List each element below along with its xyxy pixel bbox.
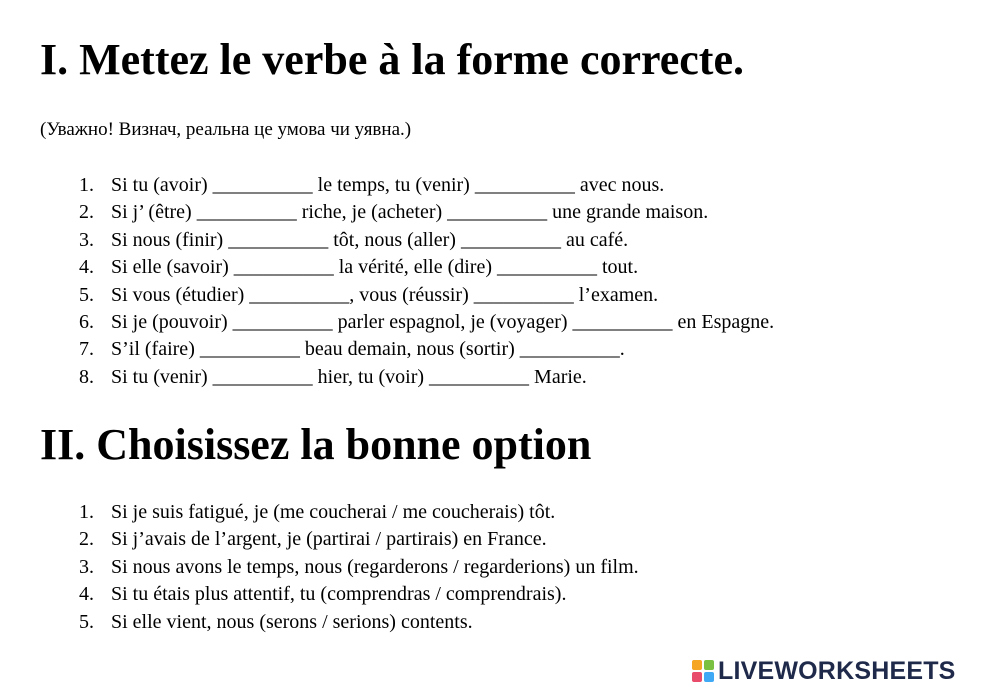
item-number: 3.: [79, 555, 94, 578]
item-text: Si tu (venir) __________ hier, tu (voir) __________ Marie.: [111, 365, 587, 388]
section-1-note: (Уважно! Визнач, реальна це умова чи уявна.): [40, 119, 412, 140]
item-text: S’il (faire) __________ beau demain, nous (sortir) __________.: [111, 338, 625, 361]
item-number: 4.: [79, 256, 94, 279]
item-number: 2.: [79, 528, 94, 551]
item-text: Si nous avons le temps, nous (regarderons / regarderions) un film.: [111, 555, 639, 578]
item-number: 6.: [79, 310, 94, 333]
item-number: 7.: [79, 338, 94, 361]
item-number: 1.: [79, 501, 94, 523]
item-text: Si j’ (être) __________ riche, je (acheter) __________ une grande maison.: [111, 201, 709, 224]
item-text: Si tu étais plus attentif, tu (comprendras / comprendrais).: [111, 583, 567, 606]
item-text: Si je suis fatigué, je (me coucherai / me coucherais) tôt.: [111, 501, 556, 523]
item-text: Si nous (finir) __________ tôt, nous (aller) __________ au café.: [111, 228, 629, 251]
item-number: 1.: [79, 174, 94, 196]
item-text: Si tu (avoir) __________ le temps, tu (venir) __________ avec nous.: [111, 174, 665, 196]
liveworksheets-logo-icon: [692, 660, 714, 682]
item-text: Si je (pouvoir) __________ parler espagnol, je (voyager) __________ en Espagne.: [111, 310, 775, 333]
liveworksheets-logo: [692, 656, 956, 686]
logo-tile-3: [692, 672, 702, 682]
item-text: Si j’avais de l’argent, je (partirai / partirais) en France.: [111, 528, 547, 551]
item-number: 8.: [79, 365, 94, 388]
item-text: Si elle (savoir) __________ la vérité, elle (dire) __________ tout.: [111, 256, 639, 279]
item-number: 3.: [79, 228, 94, 251]
item-text: Si elle vient, nous (serons / serions) contents.: [111, 610, 473, 633]
logo-tile-2: [704, 660, 714, 670]
item-number: 5.: [79, 610, 94, 633]
logo-wordmark: LIVEWORKSHEETS: [718, 656, 956, 685]
logo-tile-4: [704, 672, 714, 682]
item-number: 4.: [79, 583, 94, 606]
section-2-title: II. Choisissez la bonne option: [40, 420, 592, 469]
section-1-title: I. Mettez le verbe à la forme correcte.: [40, 35, 744, 84]
logo-tile-1: [692, 660, 702, 670]
item-number: 2.: [79, 201, 94, 224]
item-number: 5.: [79, 283, 94, 306]
item-text: Si vous (étudier) __________, vous (réussir) __________ l’examen.: [111, 283, 659, 306]
